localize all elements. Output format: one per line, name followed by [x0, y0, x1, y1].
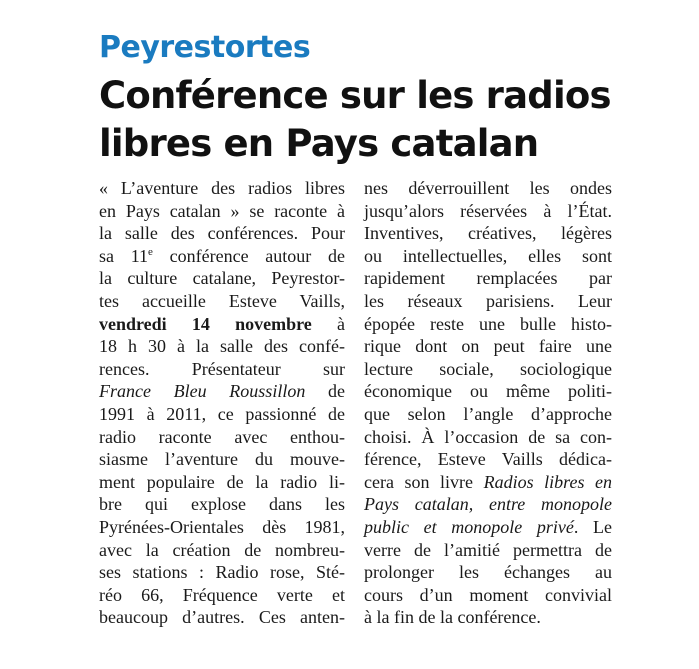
body-line: [99, 245, 345, 268]
body-line: siasme l’aventure du mouve-: [99, 449, 345, 470]
headline-line-1: Conférence sur les radios: [99, 74, 611, 117]
body-line: « L’aventure des radios libres: [99, 178, 345, 198]
body-line: rapidement remplacées par: [364, 268, 612, 289]
body-line: ou intellectuelles, elles sont: [364, 245, 612, 266]
body-line: 18 h 30 à la salle des confé-: [99, 336, 345, 357]
body-line: 1991 à 2011, ce passionné de: [99, 403, 345, 424]
body-line: rences. Présentateur sur: [99, 358, 345, 379]
body-text: sa 11: [99, 245, 149, 266]
radio-station-name: France Bleu Roussillon: [99, 381, 306, 402]
body-line: prolonger les échanges au: [364, 562, 612, 583]
body-line: radio raconte avec enthou-: [99, 426, 345, 447]
event-date: vendredi 14 novembre: [99, 313, 312, 334]
body-line: férence, Esteve Vaills dédica-: [364, 449, 612, 470]
body-text: conférence autour de: [152, 245, 345, 266]
book-title-line: Pays catalan, entre monopole: [364, 494, 612, 515]
body-line: beaucoup d’autres. Ces anten-: [99, 607, 345, 628]
body-text: à: [311, 313, 345, 334]
body-line: Inventives, créatives, légères: [364, 223, 612, 244]
body-line: les réseaux parisiens. Leur: [364, 290, 612, 311]
body-line: avec la création de nombreu-: [99, 539, 345, 560]
body-line: verre de l’amitié permettra de: [364, 539, 612, 560]
article-headline: [99, 72, 611, 168]
body-text: . Le: [573, 516, 612, 537]
body-line: en Pays catalan » se raconte à: [99, 200, 345, 221]
body-line: économique ou même politi-: [364, 381, 612, 402]
article-body-right-column: [364, 177, 612, 629]
book-title: Radios libres en: [483, 471, 613, 492]
article-kicker: Peyrestortes: [99, 30, 311, 65]
ordinal-superscript: e: [148, 245, 153, 258]
book-title: public et monopole privé: [364, 516, 574, 537]
body-line: à la fin de la conférence.: [364, 607, 541, 628]
body-line: [99, 313, 345, 336]
body-line: rique dont on peut faire une: [364, 336, 612, 357]
body-text: de: [305, 381, 345, 402]
body-line: réo 66, Fréquence verte et: [99, 584, 345, 605]
body-line: [364, 516, 612, 539]
headline-line-2: libres en Pays catalan: [99, 122, 539, 165]
body-line: ses stations : Radio rose, Sté-: [99, 562, 345, 583]
body-line: lecture sociale, sociologique: [364, 358, 612, 379]
body-line: la culture catalane, Peyrestor-: [99, 268, 345, 289]
body-line: [364, 471, 612, 494]
body-line: la salle des conférences. Pour: [99, 223, 345, 244]
body-line: que selon l’angle d’approche: [364, 403, 612, 424]
body-line: jusqu’alors réservées à l’État.: [364, 200, 612, 221]
body-line: épopée reste une bulle histo-: [364, 313, 612, 334]
body-text: cera son livre: [364, 471, 484, 492]
body-line: bre qui explose dans les: [99, 494, 345, 515]
body-line: Pyrénées-Orientales dès 1981,: [99, 516, 345, 537]
article-body-left-column: [99, 177, 345, 629]
body-line: nes déverrouillent les ondes: [364, 178, 612, 198]
body-line: choisi. À l’occasion de sa con-: [364, 426, 612, 447]
body-line: ment populaire de la radio li-: [99, 471, 345, 492]
body-line: tes accueille Esteve Vaills,: [99, 290, 345, 311]
body-line: [99, 380, 345, 403]
body-line: cours d’un moment convivial: [364, 584, 612, 605]
